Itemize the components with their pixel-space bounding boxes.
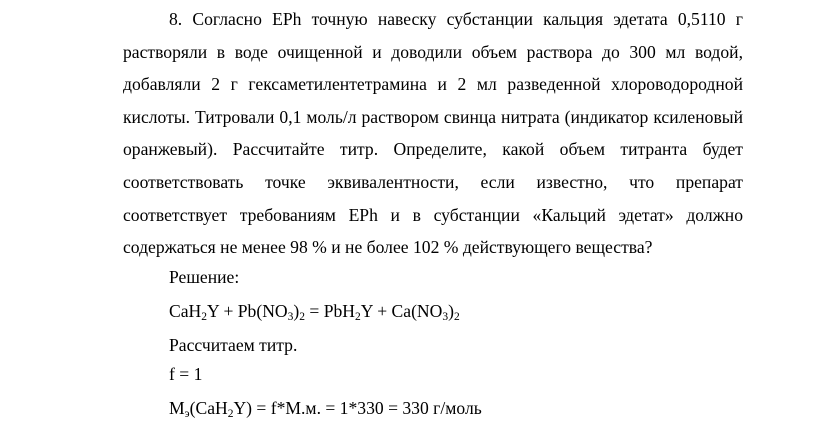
subscript: 2: [201, 311, 207, 323]
problem-statement: 8. Согласно EPh точную навеску субстанции кальция эдетата 0,5110 г растворяли в воде очищенной и доводили объем раствора до 300 мл водой, добавляли 2 г гексаметилентетрамина и 2 мл разведенной хлороводородной кислоты. Титровали 0,1 моль/л раствором свинца нитрата (индикатор ксиленовый оранжевый). Рассчитайте титр. Определите, какой объем титранта будет соответствовать точке эквивалентности, если известно, что препарат соответствует требованиям EPh и в субстанции «Кальций эдетат» должно содержаться не менее 98 % и не более 102 % действующего вещества?: [123, 9, 743, 258]
formula-text: Y) = f*M.м. = 1*330 = 330 г/моль: [233, 398, 482, 418]
formula-text: = PbH: [304, 301, 355, 321]
reaction-equation: [169, 300, 460, 322]
solution-heading: Решение:: [169, 267, 240, 287]
formula-text: (CaH: [189, 398, 228, 418]
formula-text: Y + Ca(NO: [360, 301, 443, 321]
titer-calculation-label: Рассчитаем титр.: [169, 335, 298, 355]
subscript: 2: [453, 311, 460, 323]
equivalent-molar-mass: [169, 397, 482, 419]
subscript: 2: [227, 408, 234, 420]
formula-text: M: [169, 398, 185, 418]
formula-text: Y + Pb(NO: [207, 301, 288, 321]
formula-text: CaH: [169, 301, 202, 321]
formula-text: ): [293, 301, 300, 321]
subscript: 2: [355, 311, 361, 323]
subscript: э: [184, 408, 190, 420]
subscript: 3: [442, 311, 449, 323]
formula-text: ): [448, 301, 454, 321]
subscript: 3: [287, 311, 294, 323]
subscript: 2: [299, 311, 305, 323]
equivalence-factor: f = 1: [169, 364, 203, 384]
